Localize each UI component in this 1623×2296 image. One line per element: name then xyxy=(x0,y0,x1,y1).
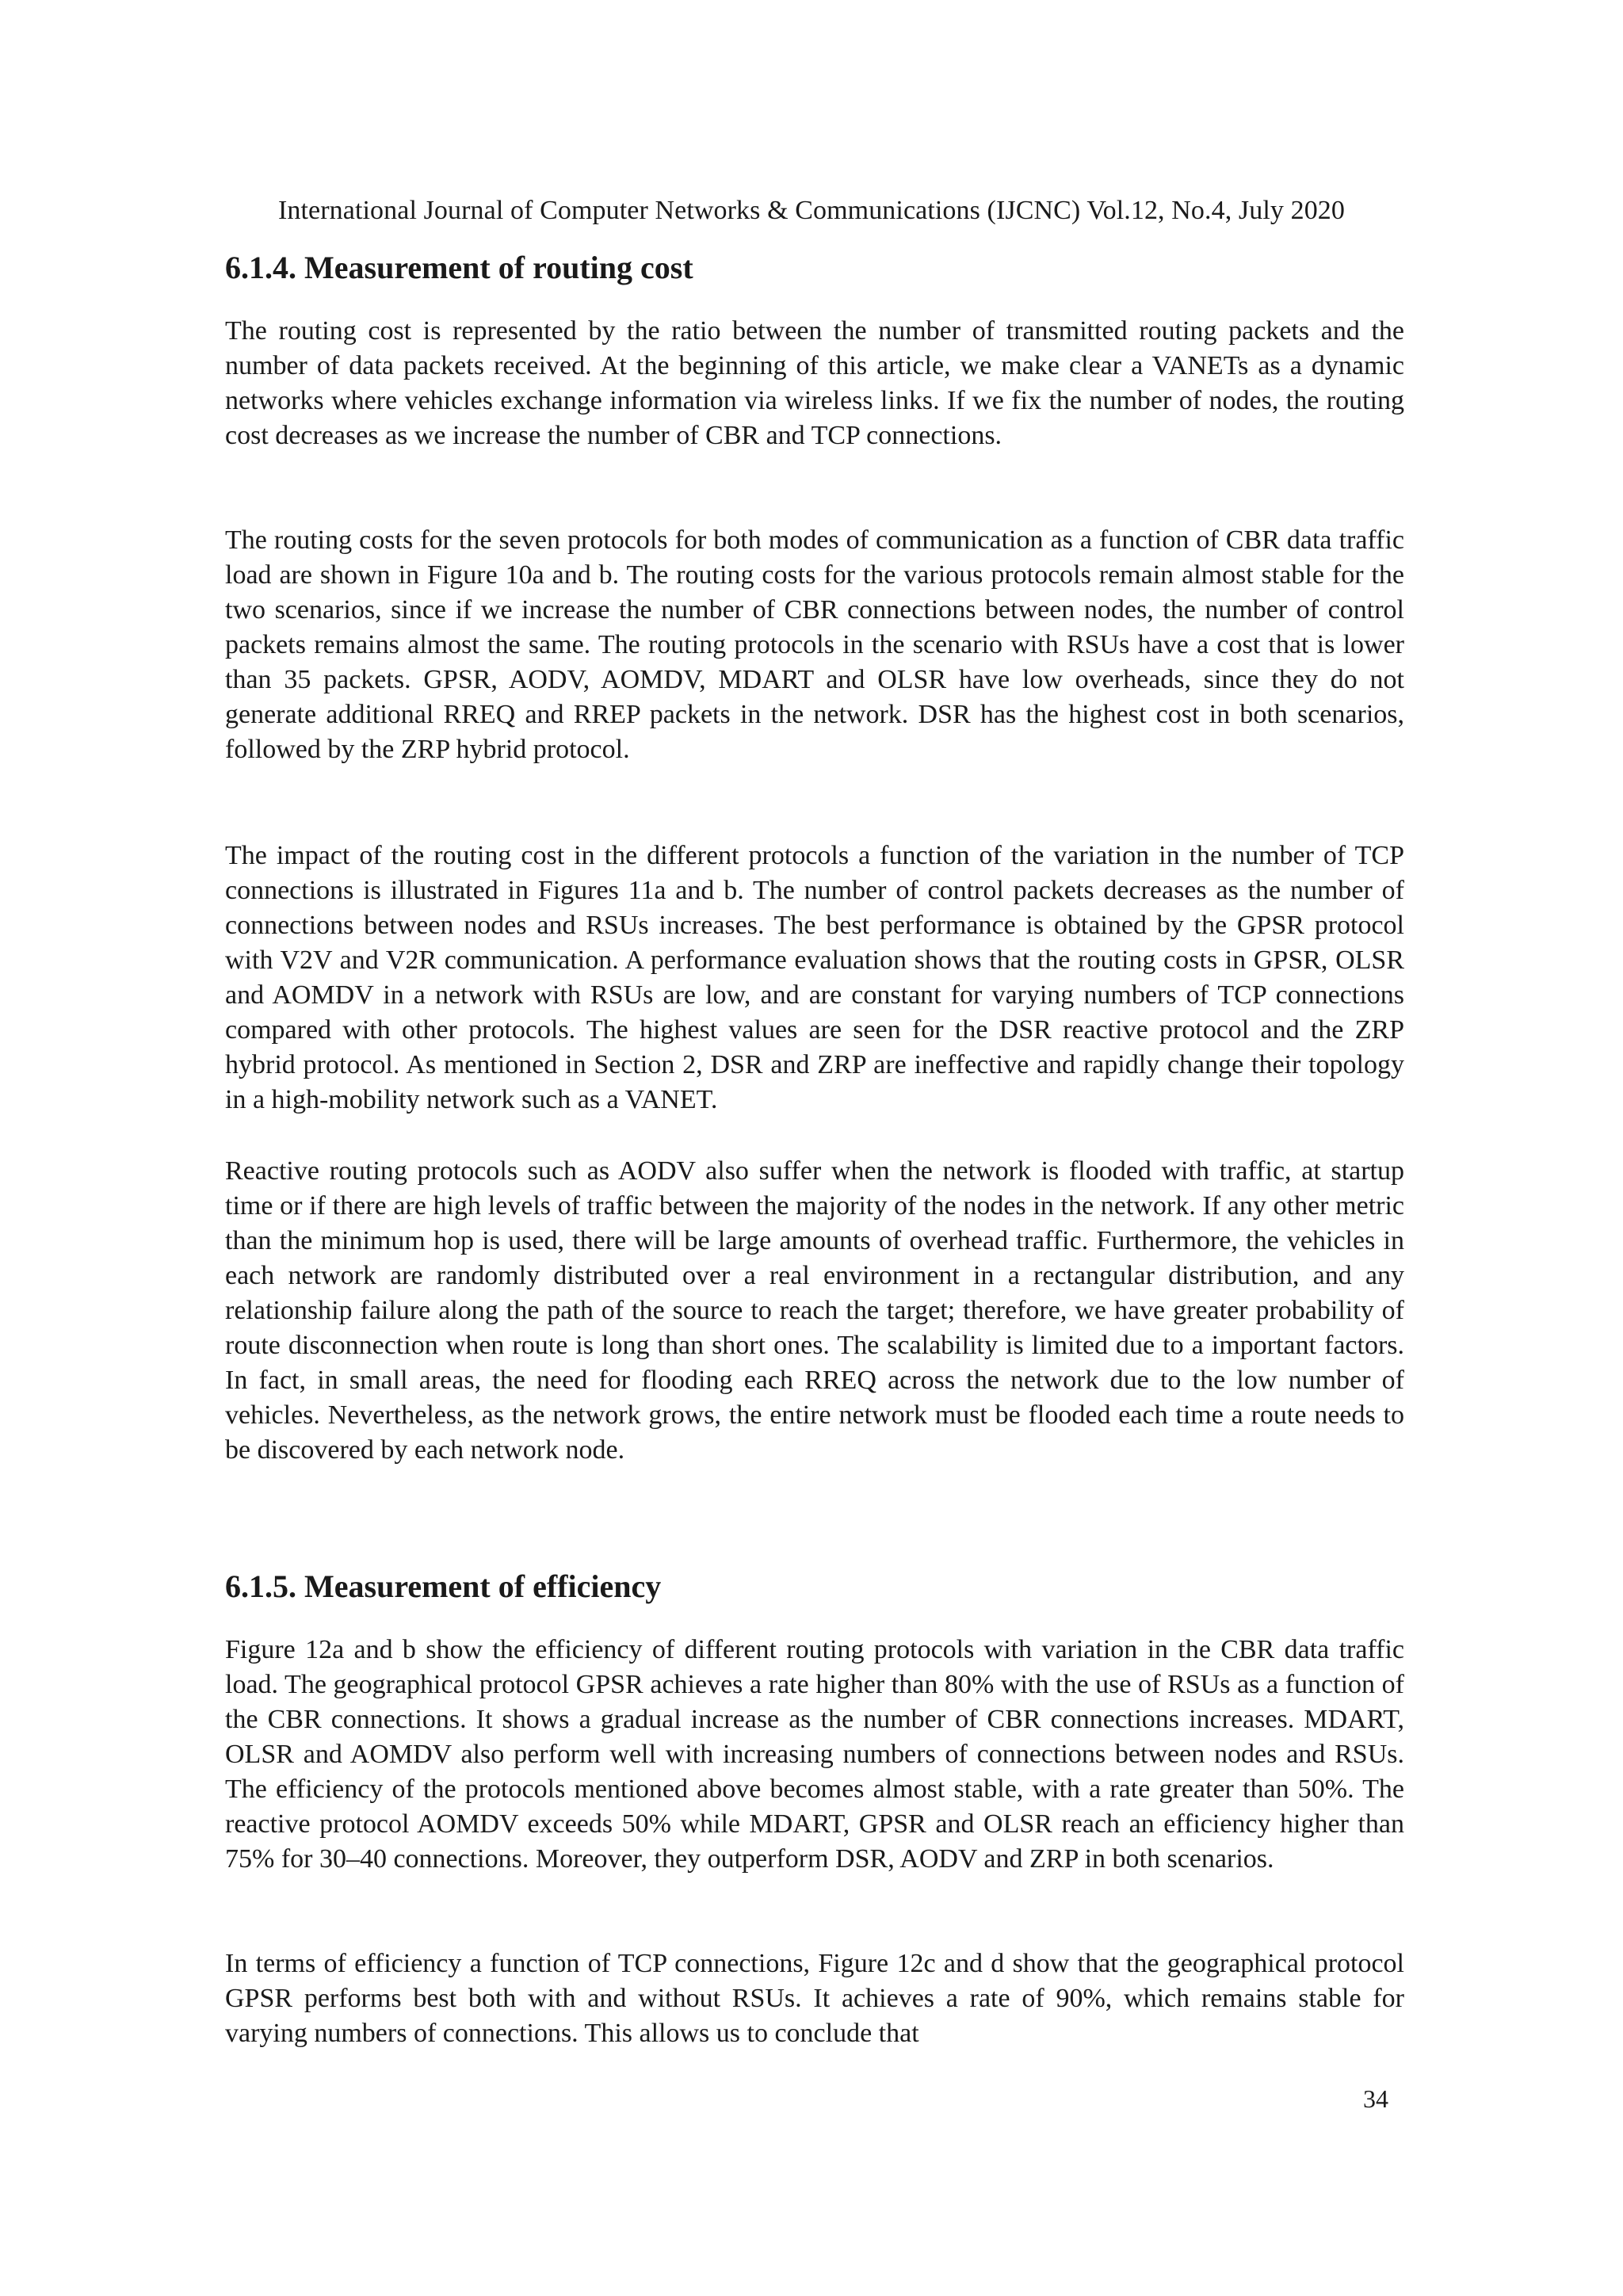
paragraph-routing-cost-tcp: The impact of the routing cost in the different protocols a function of the variation in the number of TCP connections is illustrated in Figures 11a and b. The number of control packets decreases as the number of connections between nodes and RSUs increases. The best performance is obtained by the GPSR protocol with V2V and V2R communication. A performance evaluation shows that the routing costs in GPSR, OLSR and AOMDV in a network with RSUs are low, and are constant for varying numbers of TCP connections compared with other protocols. The highest values are seen for the DSR reactive protocol and the ZRP hybrid protocol. As mentioned in Section 2, DSR and ZRP are ineffective and rapidly change their topology in a high-mobility network such as a VANET. xyxy=(225,841,1404,1114)
paragraph-reactive-protocols: Reactive routing protocols such as AODV also suffer when the network is flooded with traffic, at startup time or if there are high levels of traffic between the majority of the nodes in the network. If any other metric than the minimum hop is used, there will be large amounts of overhead traffic. Furthermore, the vehicles in each network are randomly distributed over a real environment in a rectangular distribution, and any relationship failure along the path of the source to reach the target; therefore, we have greater probability of route disconnection when route is long than short ones. The scalability is limited due to a important factors. In fact, in small areas, the need for flooding each RREQ across the network due to the low number of vehicles. Nevertheless, as the network grows, the entire network must be flooded each time a route needs to be discovered by each network node. xyxy=(225,1156,1404,1465)
section-heading-efficiency: 6.1.5. Measurement of efficiency xyxy=(225,1568,662,1604)
journal-header: International Journal of Computer Networks & Communications (IJCNC) Vol.12, No.4, July 2020 xyxy=(277,196,1345,225)
paragraph-routing-cost-definition: The routing cost is represented by the ratio between the number of transmitted routing packets and the number of data packets received. At the beginning of this article, we make clear a VANETs as a dynamic networks where vehicles exchange information via wireless links. If we fix the number of nodes, the routing cost decreases as we increase the number of CBR and TCP connections. xyxy=(225,316,1404,450)
paragraph-efficiency-tcp: In terms of efficiency a function of TCP connections, Figure 12c and d show that the geographical protocol GPSR performs best both with and without RSUs. It achieves a rate of 90%, which remains stable for varying numbers of connections. This allows us to conclude that xyxy=(225,1949,1404,2048)
section-heading-routing-cost: 6.1.4. Measurement of routing cost xyxy=(225,250,693,285)
paragraph-efficiency-cbr: Figure 12a and b show the efficiency of different routing protocols with variation in the CBR data traffic load. The geographical protocol GPSR achieves a rate higher than 80% with the use of RSUs as a function of the CBR connections. It shows a gradual increase as the number of CBR connections increases. MDART, OLSR and AOMDV also perform well with increasing numbers of connections between nodes and RSUs. The efficiency of the protocols mentioned above becomes almost stable, with a rate greater than 50%. The reactive protocol AOMDV exceeds 50% while MDART, GPSR and OLSR reach an efficiency higher than 75% for 30–40 connections. Moreover, they outperform DSR, AODV and ZRP in both scenarios. xyxy=(225,1635,1404,1874)
page-number: 34 xyxy=(1363,2084,1388,2113)
paragraph-routing-cost-cbr: The routing costs for the seven protocols for both modes of communication as a function of CBR data traffic load are shown in Figure 10a and b. The routing costs for the various protocols remain almost stable for the two scenarios, since if we increase the number of CBR connections between nodes, the number of control packets remains almost the same. The routing protocols in the scenario with RSUs have a cost that is lower than 35 packets. GPSR, AODV, AOMDV, MDART and OLSR have low overheads, since they do not generate additional RREQ and RREP packets in the network. DSR has the highest cost in both scenarios, followed by the ZRP hybrid protocol. xyxy=(225,525,1404,764)
